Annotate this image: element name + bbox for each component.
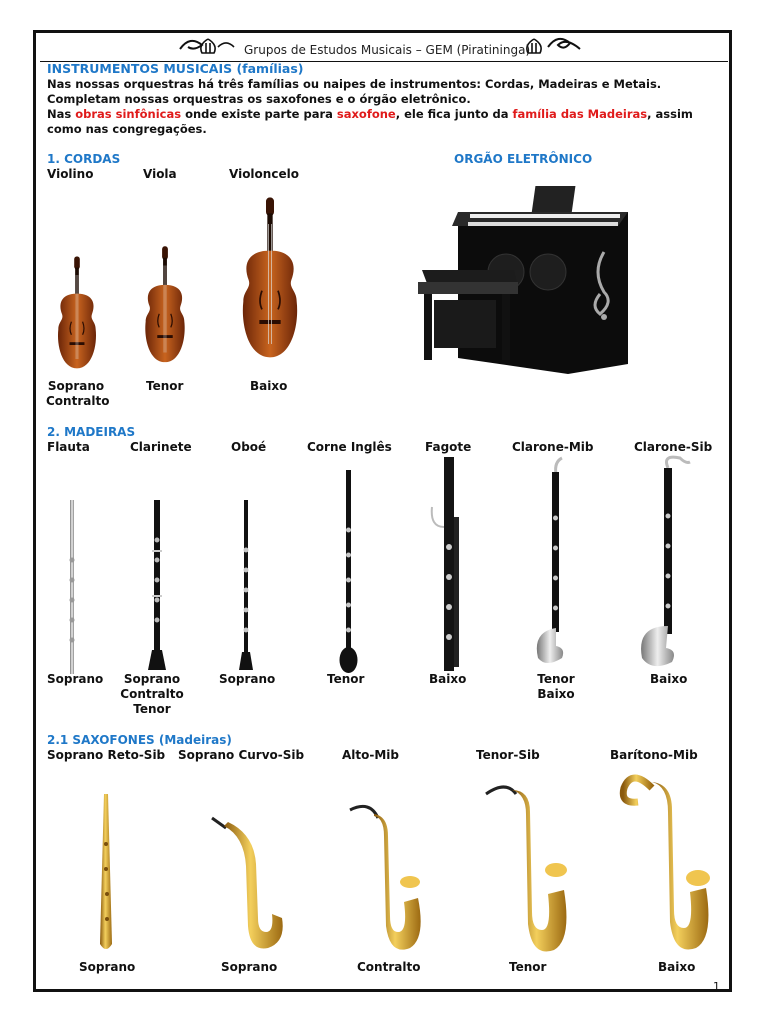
treble-clef-swirl-icon (528, 35, 592, 61)
flute-image (66, 500, 78, 678)
p2-text-a: Nas (47, 107, 76, 121)
label-soprano-curvo: Soprano Curvo-Sib (178, 748, 305, 762)
label-soprano-reto: Soprano Reto-Sib (47, 748, 166, 762)
label-viola: Viola (143, 167, 177, 181)
label-violino: Violino (47, 167, 94, 181)
oboe-image (236, 500, 256, 676)
label-tenor: Tenor-Sib (476, 748, 540, 762)
label-alto: Alto-Mib (342, 748, 400, 762)
p2-highlight-obras: obras sinfônicas (75, 107, 182, 121)
lyre-icon (178, 35, 238, 61)
title-main: INSTRUMENTOS MUSICAIS (47, 61, 233, 76)
label-clarone-mib: Clarone-Mib (512, 440, 594, 454)
voice-soprano-reto: Soprano (79, 960, 136, 974)
header-title: Grupos de Estudos Musicais – GEM (Piratininga) (244, 43, 531, 57)
voice-corne-ingles: Tenor (327, 672, 365, 686)
voice-tenor: Tenor (509, 960, 547, 974)
voice-soprano-curvo: Soprano (221, 960, 278, 974)
voice-viola: Tenor (146, 379, 184, 393)
voice-violino: Soprano Contralto (46, 379, 110, 408)
alto-clarinet-image (532, 458, 574, 676)
title-paren: (famílias) (236, 61, 304, 76)
voice-violoncelo: Baixo (250, 379, 288, 393)
label-violoncelo: Violoncelo (229, 167, 299, 181)
intro-paragraph-1: Nas nossas orquestras há três famílias ou naipes de instrumentos: Cordas, Madeiras e Metais. Completam nossas orquestras os saxofones e o órgão eletrônico. (47, 77, 662, 106)
label-flauta: Flauta (47, 440, 90, 454)
voice-clarone-sib: Baixo (650, 672, 688, 686)
section-saxofones-heading: 2.1 SAXOFONES (Madeiras) (47, 733, 232, 747)
bass-clarinet-image (638, 456, 694, 678)
baritone-sax-image (612, 768, 712, 964)
tenor-sax-image (478, 780, 570, 964)
page-number: 1 (713, 980, 720, 993)
english-horn-image (336, 470, 362, 678)
section-orgao-heading: ORGÃO ELETRÔNICO (454, 152, 593, 166)
bassoon-image (432, 457, 466, 677)
viola-image (136, 240, 194, 382)
voice-clarinete: Soprano Contralto Tenor (120, 672, 184, 716)
p2-highlight-familia: família das Madeiras (512, 107, 648, 121)
intro-paragraph-2 (47, 107, 712, 137)
p2-text-g: , assim como nas congregações. (47, 107, 693, 136)
label-oboe: Oboé (231, 440, 267, 454)
label-clarinete: Clarinete (130, 440, 192, 454)
p2-text-c: onde existe parte para (181, 107, 337, 121)
label-corne-ingles: Corne Inglês (307, 440, 392, 454)
label-fagote: Fagote (425, 440, 472, 454)
p2-highlight-saxofone: saxofone (336, 107, 396, 121)
cello-image (230, 188, 310, 384)
voice-oboe: Soprano (219, 672, 276, 686)
voice-flauta: Soprano (47, 672, 104, 686)
organ-image (418, 182, 634, 382)
page-title (47, 61, 304, 76)
voice-clarone-mib: Tenor Baixo (537, 672, 575, 701)
section-madeiras-heading: 2. MADEIRAS (47, 425, 136, 439)
label-clarone-sib: Clarone-Sib (634, 440, 713, 454)
soprano-curved-sax-image (206, 814, 290, 962)
soprano-straight-sax-image (94, 794, 118, 958)
clarinet-image (146, 500, 168, 676)
voice-fagote: Baixo (429, 672, 467, 686)
alto-sax-image (340, 800, 422, 964)
voice-baritono: Baixo (658, 960, 696, 974)
voice-alto: Contralto (357, 960, 421, 974)
label-baritono: Barítono-Mib (610, 748, 698, 762)
p2-text-e: , ele fica junto da (395, 107, 513, 121)
violin-image (49, 256, 105, 382)
section-cordas-heading: 1. CORDAS (47, 152, 121, 166)
